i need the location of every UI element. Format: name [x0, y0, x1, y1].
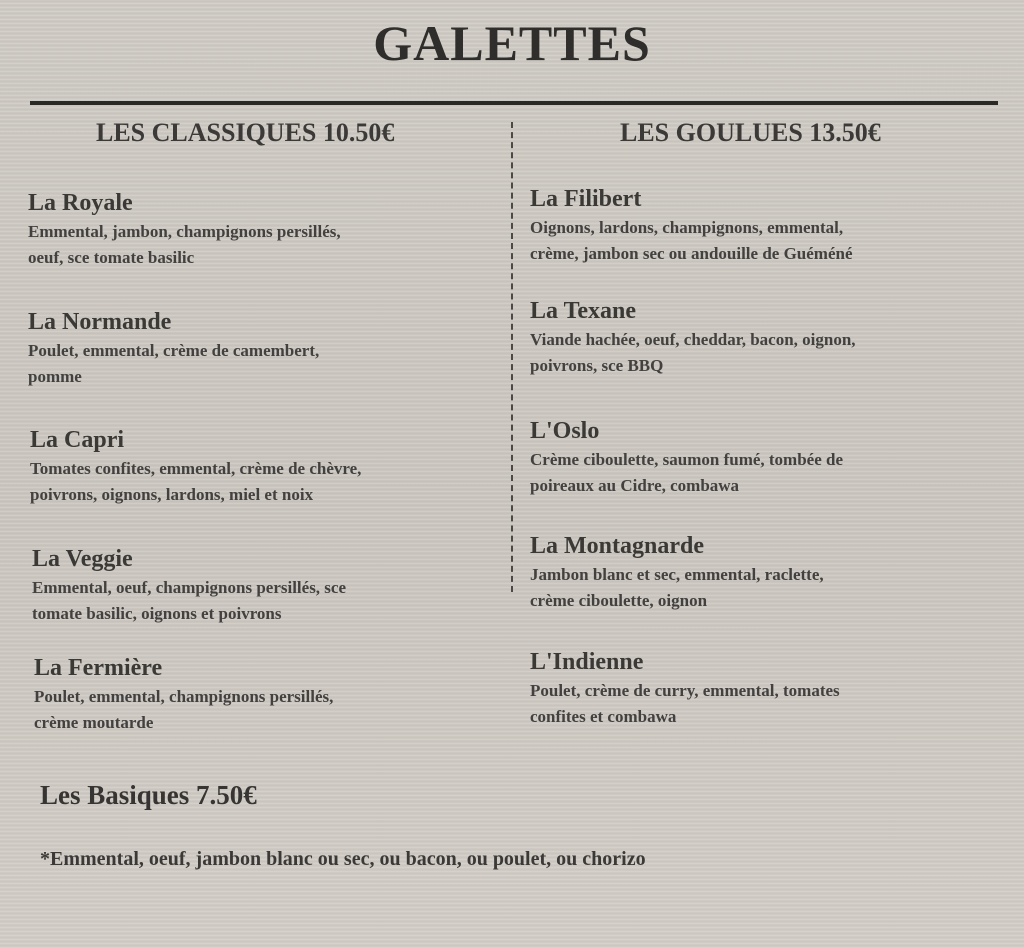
title-rule: [30, 101, 998, 105]
menu-item-la-normande: [28, 309, 319, 390]
item-desc-line2: crème ciboulette, oignon: [530, 591, 708, 610]
column-separator: [511, 122, 513, 592]
item-desc-line1: Poulet, crème de curry, emmental, tomates: [530, 681, 840, 700]
item-desc-line2: oeuf, sce tomate basilic: [28, 248, 195, 267]
item-name: L'Indienne: [530, 649, 644, 675]
item-desc-line1: Emmental, oeuf, champignons persillés, sce: [32, 578, 347, 597]
item-name: La Filibert: [530, 186, 642, 212]
item-name: L'Oslo: [530, 418, 600, 444]
item-desc-line1: Crème ciboulette, saumon fumé, tombée de: [530, 450, 844, 469]
item-name: La Royale: [28, 190, 133, 216]
item-name: La Fermière: [34, 655, 163, 681]
item-desc-line2: poivrons, sce BBQ: [530, 356, 664, 375]
item-desc-line1: Emmental, jambon, champignons persillés,: [28, 222, 341, 241]
item-desc-line2: crème, jambon sec ou andouille de Guéméné: [530, 244, 853, 263]
item-name: La Capri: [30, 427, 125, 453]
item-desc-line2: crème moutarde: [34, 713, 154, 732]
basiques-note: *Emmental, oeuf, jambon blanc ou sec, ou bacon, ou poulet, ou chorizo: [40, 848, 646, 870]
menu-item-la-veggie: [32, 546, 346, 627]
item-desc-line1: Tomates confites, emmental, crème de chèvre,: [30, 459, 362, 478]
item-name: La Veggie: [32, 546, 133, 572]
item-desc-line2: confites et combawa: [530, 707, 677, 726]
menu-item-la-texane: [530, 298, 856, 379]
item-name: La Montagnarde: [530, 533, 704, 559]
menu-item-la-filibert: [530, 186, 853, 267]
menu-item-la-montagnarde: [530, 533, 824, 614]
menu-item-la-fermiere: [34, 655, 333, 736]
menu-item-la-capri: [30, 427, 361, 508]
item-name: La Texane: [530, 298, 637, 324]
item-desc-line2: poivrons, oignons, lardons, miel et noix: [30, 485, 314, 504]
basiques-heading: Les Basiques 7.50€: [40, 780, 257, 810]
menu-item-l-indienne: [530, 649, 840, 730]
item-desc-line1: Oignons, lardons, champignons, emmental,: [530, 218, 844, 237]
menu-item-la-royale: [28, 190, 341, 271]
classiques-header: LES CLASSIQUES 10.50€: [96, 118, 395, 147]
item-desc-line1: Poulet, emmental, champignons persillés,: [34, 687, 334, 706]
menu-item-l-oslo: [530, 418, 843, 499]
item-desc-line1: Jambon blanc et sec, emmental, raclette,: [530, 565, 824, 584]
menu-title: GALETTES: [373, 15, 651, 71]
goulues-header: LES GOULUES 13.50€: [620, 118, 881, 147]
item-desc-line2: pomme: [28, 367, 82, 386]
item-name: La Normande: [28, 309, 172, 335]
item-desc-line1: Poulet, emmental, crème de camembert,: [28, 341, 320, 360]
item-desc-line1: Viande hachée, oeuf, cheddar, bacon, oignon,: [530, 330, 856, 349]
item-desc-line2: tomate basilic, oignons et poivrons: [32, 604, 282, 623]
item-desc-line2: poireaux au Cidre, combawa: [530, 476, 740, 495]
